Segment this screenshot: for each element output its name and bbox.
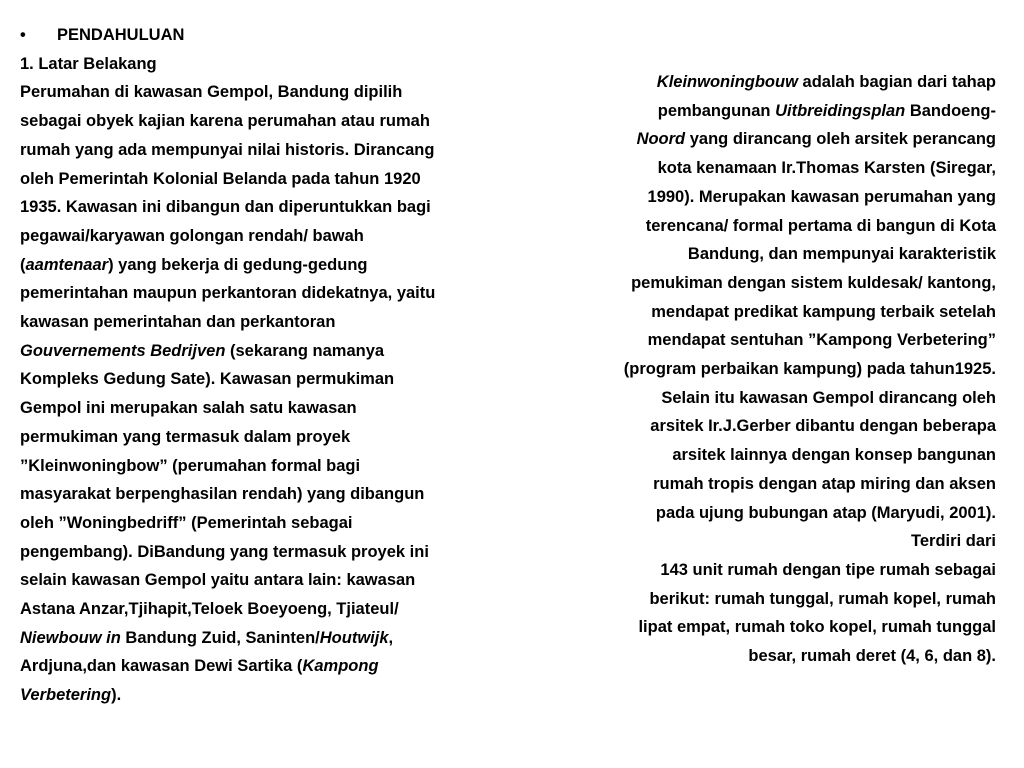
paragraph-line <box>20 624 524 653</box>
text-segment: pembangunan <box>657 101 776 120</box>
paragraph-line: pegawai/karyawan golongan rendah/ bawah <box>20 226 364 245</box>
paragraph-line: lipat empat, rumah toko kopel, rumah tunggal <box>638 618 996 637</box>
paragraph-line <box>540 68 996 97</box>
italic-term: aamtenaar <box>25 255 109 274</box>
paragraph-line: arsitek Ir.J.Gerber dibantu dengan beberapa <box>650 417 996 436</box>
paragraph-line: kota kenamaan Ir.Thomas Karsten (Siregar, <box>657 159 996 178</box>
paragraph-line: terencana/ formal pertama di bangun di Kota <box>645 216 996 235</box>
paragraph-line: Terdiri dari <box>911 532 996 551</box>
paragraph-line: oleh Pemerintah Kolonial Belanda pada tahun 1920 <box>20 169 421 188</box>
italic-term: Kleinwoningbouw <box>656 73 798 91</box>
bullet-icon: • <box>20 26 26 44</box>
paragraph-line: pemukiman dengan sistem kuldesak/ kantong, <box>631 273 996 292</box>
text-segment: yang dirancang oleh arsitek perancang <box>685 130 996 149</box>
paragraph-line: Gempol ini merupakan salah satu kawasan <box>20 399 357 418</box>
paragraph-line <box>540 97 996 126</box>
paragraph-line: permukiman yang termasuk dalam proyek <box>20 427 351 446</box>
paragraph-line: masyarakat berpenghasilan rendah) yang dibangun <box>20 485 425 504</box>
paragraph-line: rumah yang ada mempunyai nilai historis. Dirancang <box>20 140 435 159</box>
italic-term: Houtwijk <box>319 628 389 647</box>
italic-term: Noord <box>636 130 686 149</box>
text-segment: (sekarang namanya <box>225 341 385 360</box>
italic-term: Verbetering <box>20 686 112 705</box>
paragraph-line: Kompleks Gedung Sate). Kawasan permukiman <box>20 370 395 389</box>
italic-term: Niewbouw in <box>20 628 121 647</box>
paragraph-line: selain kawasan Gempol yaitu antara lain: kawasan <box>20 571 416 590</box>
text-segment: ). <box>111 686 122 705</box>
paragraph-line: Perumahan di kawasan Gempol, Bandung dipilih <box>20 83 403 102</box>
paragraph-line <box>20 251 524 280</box>
paragraph-line: arsitek lainnya dengan konsep bangunan <box>672 446 996 465</box>
paragraph-line: rumah tropis dengan atap miring dan aksen <box>653 474 996 493</box>
left-text-column <box>20 21 524 710</box>
italic-term: Kampong <box>302 657 379 676</box>
text-segment: Bandoeng- <box>905 101 996 120</box>
paragraph-line: Bandung, dan mempunyai karakteristik <box>687 245 996 264</box>
paragraph-line <box>20 652 524 681</box>
text-segment: adalah bagian dari tahap <box>797 73 996 91</box>
paragraph-line: 1990). Merupakan kawasan perumahan yang <box>647 187 996 206</box>
subheading: 1. Latar Belakang <box>20 54 157 73</box>
text-segment: ) yang bekerja di gedung-gedung <box>108 255 368 274</box>
paragraph-line: ”Kleinwoningbow” (perumahan formal bagi <box>20 456 361 475</box>
paragraph-line <box>540 125 996 154</box>
paragraph-line: mendapat sentuhan ”Kampong Verbetering” <box>647 331 996 350</box>
paragraph-line: kawasan pemerintahan dan perkantoran <box>20 313 336 332</box>
italic-term: Uitbreidingsplan <box>775 101 906 120</box>
paragraph-line: oleh ”Woningbedriff” (Pemerintah sebagai <box>20 513 353 532</box>
paragraph-line: Astana Anzar,Tjihapit,Teloek Boeyoeng, Tjiateul/ <box>20 600 399 619</box>
paragraph-line: pada ujung bubungan atap (Maryudi, 2001). <box>655 503 996 522</box>
text-segment: , <box>388 628 394 647</box>
paragraph-line: mendapat predikat kampung terbaik setelah <box>651 302 996 321</box>
paragraph-line: besar, rumah deret (4, 6, dan 8). <box>748 647 996 666</box>
paragraph-line: 143 unit rumah dengan tipe rumah sebagai <box>660 560 996 579</box>
paragraph-line: pengembang). DiBandung yang termasuk proyek ini <box>20 542 429 561</box>
section-heading: PENDAHULUAN <box>57 26 185 44</box>
section-heading-line <box>20 21 524 50</box>
right-text-column <box>540 68 996 671</box>
text-segment: Ardjuna,dan kawasan Dewi Sartika ( <box>20 657 303 676</box>
paragraph-line <box>20 681 524 710</box>
text-segment: Bandung Zuid, Saninten/ <box>120 628 320 647</box>
paragraph-line: berikut: rumah tunggal, rumah kopel, rumah <box>649 589 996 608</box>
paragraph-line: sebagai obyek kajian karena perumahan atau rumah <box>20 112 430 131</box>
italic-term: Gouvernements Bedrijven <box>20 341 226 360</box>
paragraph-line: Selain itu kawasan Gempol dirancang oleh <box>661 388 996 407</box>
paragraph-line: (program perbaikan kampung) pada tahun1925. <box>623 360 996 379</box>
paragraph-line: pemerintahan maupun perkantoran didekatnya, yaitu <box>20 284 436 303</box>
text-segment: ( <box>20 255 26 274</box>
paragraph-line <box>20 337 524 366</box>
paragraph-line: 1935. Kawasan ini dibangun dan diperuntukkan bagi <box>20 198 431 217</box>
